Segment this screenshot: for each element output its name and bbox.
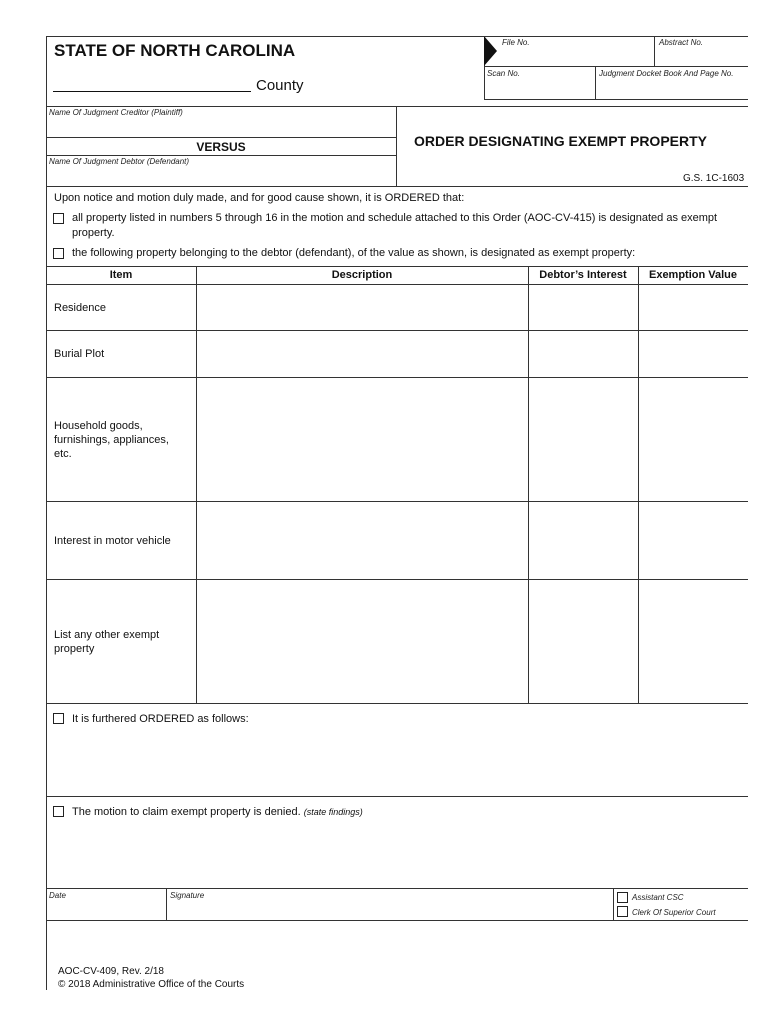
clerk-label: Clerk Of Superior Court [632,908,716,917]
table-col-div3 [638,266,639,703]
row-divider [46,501,748,502]
versus-top [46,137,396,138]
form-number: AOC-CV-409, Rev. 2/18 [58,966,164,977]
clerk-checkbox[interactable] [617,906,628,917]
county-label: County [256,77,304,94]
further-bottom [46,796,748,797]
assistant-csc-label: Assistant CSC [632,893,684,902]
file-no-label: File No. [502,38,530,47]
row-item-burial-plot: Burial Plot [54,348,105,360]
debtor-label: Name Of Judgment Debtor (Defendant) [49,157,190,166]
file-box-div1 [654,36,655,66]
option2-checkbox[interactable] [53,248,64,259]
row-item-household-goods: Household goods, furnishings, appliances, etc. [54,420,169,460]
table-col-div1 [196,266,197,703]
header-exemption-value: Exemption Value [648,269,738,281]
file-box-div2 [595,66,596,99]
header-top-border [46,36,484,37]
signature-label: Signature [170,891,205,900]
file-box-top [484,36,748,37]
row-item-other-property: List any other exempt property [54,629,160,655]
table-bottom [46,703,748,704]
header-item: Item [109,269,133,281]
file-marker-arrow [484,36,497,66]
parties-top-border [46,106,748,107]
denied-checkbox[interactable] [53,806,64,817]
table-header-bottom [46,284,748,285]
abstract-no-label: Abstract No. [659,38,704,47]
denied-text [72,806,363,818]
state-title: STATE OF NORTH CAROLINA [54,41,296,60]
versus-bottom [46,155,396,156]
order-top-border [46,186,748,187]
row-divider [46,377,748,378]
statute-ref: G.S. 1C-1603 [683,173,745,184]
scan-no-label: Scan No. [487,69,520,78]
denied-label: The motion to claim exempt property is denied. [72,806,301,818]
denied-note: (state findings) [303,807,363,817]
signature-top [46,888,748,889]
assistant-csc-checkbox[interactable] [617,892,628,903]
signature-bottom [46,920,748,921]
versus-label: VERSUS [196,140,246,154]
row-item-residence: Residence [54,302,106,314]
form-title: ORDER DESIGNATING EXEMPT PROPERTY [414,133,707,149]
row-item-motor-vehicle: Interest in motor vehicle [54,535,171,547]
option2-text: the following property belonging to the debtor (defendant), of the value as shown, is designated as exempt property: [72,247,636,259]
order-intro: Upon notice and motion duly made, and for good cause shown, it is ORDERED that: [54,192,465,204]
table-top [46,266,748,267]
further-ordered-checkbox[interactable] [53,713,64,724]
row-divider [46,579,748,580]
option1-text-line2: property. [72,227,115,239]
table-col-div2 [528,266,529,703]
form-left-border [46,36,47,990]
signature-div1 [166,888,167,920]
header-debtors-interest: Debtor’s Interest [539,269,627,281]
judgment-docket-label: Judgment Docket Book And Page No. [599,69,734,78]
row-divider [46,330,748,331]
parties-divider [396,106,397,186]
date-label: Date [49,891,66,900]
header-description: Description [331,269,393,281]
county-line[interactable] [53,91,251,92]
option1-checkbox[interactable] [53,213,64,224]
option1-text-line1: all property listed in numbers 5 through 16 in the motion and schedule attached to this Order (AOC-CV-415) is designated as exempt [72,212,718,224]
creditor-label: Name Of Judgment Creditor (Plaintiff) [49,108,183,117]
file-box-bottom [484,99,748,100]
file-box-mid [484,66,748,67]
further-ordered-label: It is furthered ORDERED as follows: [72,713,249,725]
signature-div2 [613,888,614,920]
copyright: © 2018 Administrative Office of the Courts [58,979,245,990]
